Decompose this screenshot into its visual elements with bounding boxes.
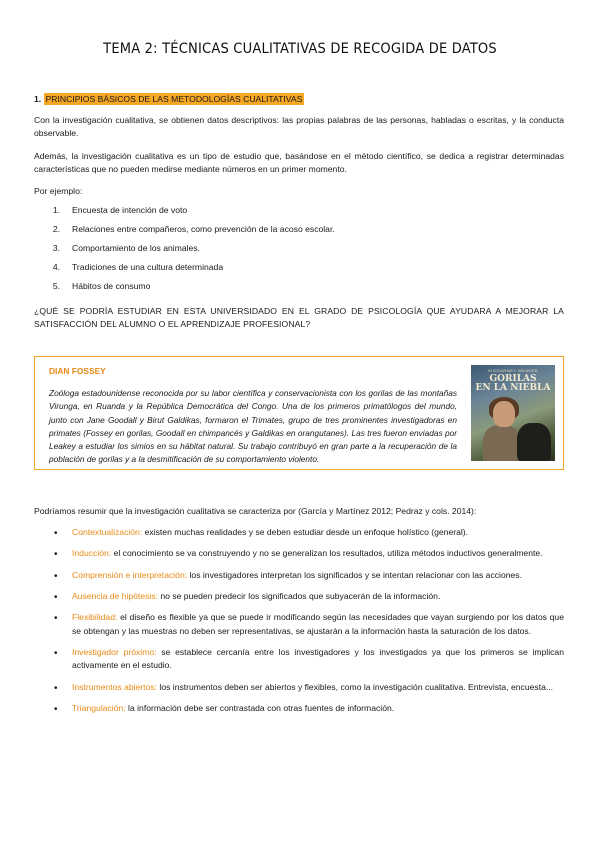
section-heading [34,93,304,106]
list-item: 1. Encuesta de intención de voto [52,205,188,215]
cover-gorilla [517,423,551,461]
book-cover-title: GORILAS EN LA NIEBLA [475,374,551,393]
list-item: • Inducción: el conocimiento se va construyendo y no se generalizan los resultados, utiliza métodos inductivos generalmente. [34,547,564,560]
list-item: 4. Tradiciones de una cultura determinada [52,262,224,272]
list-item: 3. Comportamiento de los animales. [52,243,201,253]
characteristics-list [34,523,564,715]
list-item: • Comprensión e interpretación: los investigadores interpretan los significados y se intentan relacionar con las acciones. [34,569,564,582]
list-item: • Investigador próximo: se establece cercanía entre los investigadores y los investigados ya que los primeros se implican activamente en el estudio. [34,646,564,673]
page-title: TEMA 2: TÉCNICAS CUALITATIVAS DE RECOGIDA DE DATOS [103,41,497,57]
cover-figure-body [483,425,521,461]
summary-paragraph: Podríamos resumir que la investigación cualitativa se caracteriza por (García y Martínez 2012; Pedraz y cols. 2014): [34,506,477,516]
intro-paragraph-2: Además, la investigación cualitativa es un tipo de estudio que, basándose en el método científico, se dedica a registrar determinadas características que no pueden medirse mediante números en un primer momento. [34,151,564,175]
list-item: • Triangulación: la información debe ser contrastada con otras fuentes de información. [34,702,564,715]
list-item: 2. Relaciones entre compañeros, como prevención de la acoso escolar. [52,224,335,234]
section-number: 1. [34,94,42,104]
info-box-text: Zoóloga estadounidense reconocida por su labor científica y conservacionista con los gorilas de las montañas Virunga, en Ruanda y la República Democrática del Congo. Una de los primeros primatólogos del mundo, junto con Jane Goodall y Birut Galdikas, formaron el Trimates, grupo de tres prominentes investigadoras en primates (Fossey en gorilas, Goodall en chimpancés y Galdikas en orangutanes). Las tres fueron enviadas por Leakey a estudiar los simios en su hábitat natural. Su trabajo contribuyó en gran parte a la recuperación de la población de gorilas y a la desmitificación de su comportamiento violento. [49,388,457,465]
list-item: • Instrumentos abiertos: los instrumentos deben ser abiertos y flexibles, como la investigación cualitativa. Entrevista, encuesta... [34,681,564,694]
list-item: • Contextualización: existen muchas realidades y se deben estudiar desde un enfoque holístico (general). [34,526,564,539]
cover-figure-face [493,401,515,427]
list-item: 5. Hábitos de consumo [52,281,151,291]
examples-list [34,204,335,299]
book-cover-image [471,365,555,461]
intro-paragraph-1: Con la investigación cualitativa, se obtienen datos descriptivos: las propias palabras de las personas, habladas o escritas, y la conducta observable. [34,115,564,139]
section-heading-text: PRINCIPIOS BÁSICOS DE LAS METODOLOGÍAS CUALITATIVAS [45,94,303,104]
discussion-question: ¿QUÉ SE PODRÍA ESTUDIAR EN ESTA UNIVERSIDADO EN EL GRADO DE PSICOLOGÍA QUE AYUDARA A MEJORAR LA SATISFACCIÓN DEL ALUMNO O EL APRENDIZAJE PROFESIONAL? [34,306,564,330]
list-item: • Flexibilidad: el diseño es flexible ya que se puede ir modificando según las necesidades que vayan surgiendo por los datos que se obtengan y las muestras no deben ser representativas, se ajustarán a la información hasta la saturación de los datos. [34,611,564,638]
list-item: • Ausencia de hipótesis: no se pueden predecir los significados que subyacerán de la información. [34,590,564,603]
examples-label: Por ejemplo: [34,186,83,196]
info-box [34,356,564,470]
book-cover-author: SIGOURNEY WEAVER [487,368,539,373]
info-box-title: DIAN FOSSEY [49,366,106,376]
